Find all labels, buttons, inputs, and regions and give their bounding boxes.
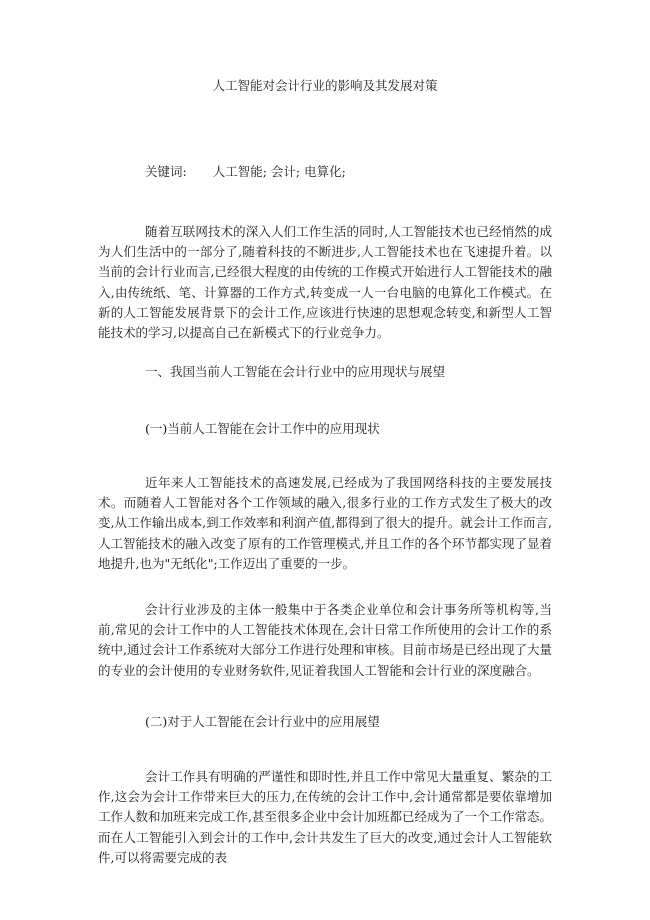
keywords-values: 人工智能; 会计; 电算化;	[212, 164, 346, 179]
paragraph-outlook: 会计工作具有明确的严谨性和即时性,并且工作中常见大量重复、繁杂的工作,这会为会计工作带来巨大的压力,在传统的会计工作中,会计通常都是要依靠增加工作人数和加班来完成工作,甚至很多企业中会计加班都已经成为了一个工作常态。而在人工智能引入到会计的工作中,会计共发生了巨大的改变,通过会计人工智能软件,可以将需要完成的表	[98, 769, 552, 865]
keywords-line	[145, 162, 346, 182]
subsection-heading-1: (一)当前人工智能在会计工作中的应用现状	[145, 421, 380, 436]
paragraph-current-status: 近年来人工智能技术的高速发展,已经成为了我国网络科技的主要发展技术。而随着人工智能对各个工作领域的融入,很多行业的工作方式发生了极大的改变,从工作输出成本,到工作效率和利润产值,都得到了很大的提升。就会计工作而言,人工智能技术的融入改变了原有的工作管理模式,并且工作的各个环节都实现了显着地提升,也为"无纸化";工作迈出了重要的一步。	[98, 475, 552, 571]
keywords-label: 关键词:	[145, 164, 187, 179]
document-title: 人工智能对会计行业的影响及其发展对策	[212, 78, 438, 93]
subsection-heading-2: (二)对于人工智能在会计行业中的应用展望	[145, 714, 380, 729]
paragraph-intro: 随着互联网技术的深入人们工作生活的同时,人工智能技术也已经悄然的成为人们生活中的一部分了,随着科技的不断进步,人工智能技术也在飞速提升着。以当前的会计行业而言,已经很大程度的由传统的工作模式开始进行人工智能技术的融入,由传统纸、笔、计算器的工作方式,转变成一人一台电脑的电算化工作模式。在新的人工智能发展背景下的会计工作,应该进行快速的思想观念转变,和新型人工智能技术的学习,以提高自己在新模式下的行业竞争力。	[98, 224, 552, 341]
section-heading-1: 一、我国当前人工智能在会计行业中的应用现状与展望	[145, 364, 446, 379]
paragraph-industry-subjects: 会计行业涉及的主体一般集中于各类企业单位和会计事务所等机构等,当前,常见的会计工作中的人工智能技术体现在,会计日常工作所使用的会计工作的系统中,通过会计工作系统对大部分工作进行处理和审核。目前市场是已经出现了大量的专业的会计使用的专业财务软件,见证着我国人工智能和会计行业的深度融合。	[98, 602, 552, 678]
